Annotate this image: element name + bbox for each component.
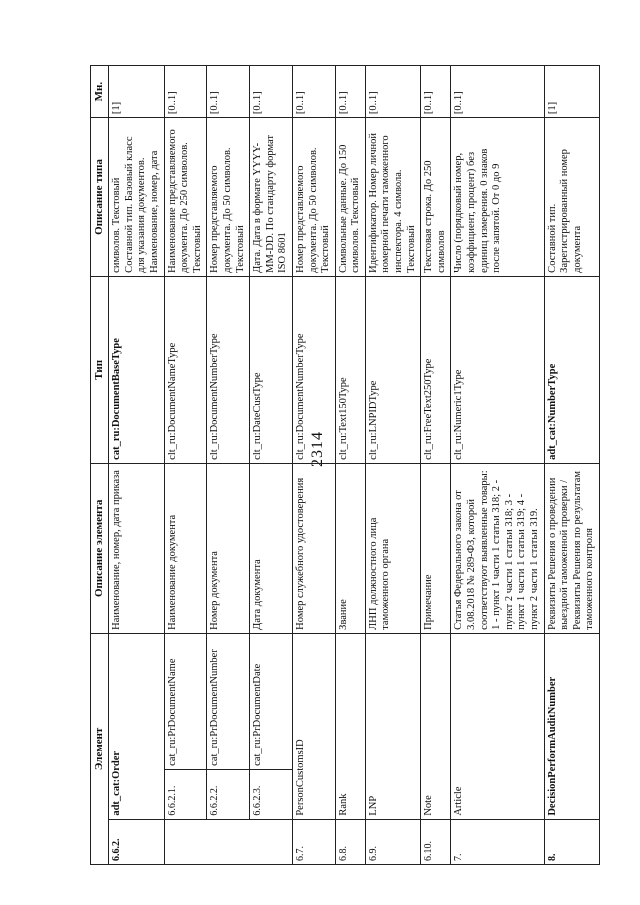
document-table — [90, 65, 600, 865]
element-name: Article — [451, 633, 544, 819]
element-name: DecisionPerformAuditNumber — [544, 633, 599, 819]
row-subnumber: 6.6.2.3. — [250, 769, 293, 819]
table-header-row — [91, 66, 109, 865]
element-desc: Дата документа — [250, 463, 293, 633]
table-row — [365, 66, 420, 865]
document-table-container — [90, 65, 596, 865]
element-type: clt_ru:DocumentNameType — [164, 276, 207, 463]
multiplicity: [0..1] — [207, 66, 250, 118]
row-number: 6.10. — [421, 819, 451, 864]
multiplicity: [0..1] — [335, 66, 365, 118]
element-desc: Реквизиты Решения о проведении выездной таможенной проверки / Реквизиты Решения по результатам таможенного контроля — [544, 463, 599, 633]
row-number: 7. — [451, 819, 544, 864]
page-number: 2314 — [309, 431, 326, 467]
type-desc: Наименование представляемого документа. До 250 символов. Текстовый — [164, 118, 207, 277]
table-row — [451, 66, 544, 865]
indent-cell — [164, 819, 207, 864]
header-type: Тип — [91, 276, 109, 463]
multiplicity: [0..1] — [292, 66, 335, 118]
element-name: adt_cat:Order — [109, 633, 164, 819]
row-number: 6.9. — [365, 819, 420, 864]
element-name: Note — [421, 633, 451, 819]
element-desc: Звание — [335, 463, 365, 633]
element-name: PersonCustomsID — [292, 633, 335, 819]
element-type: clt_ru:Numeric1Type — [451, 276, 544, 463]
header-mult: Мн. — [91, 66, 109, 118]
element-desc: Примечание — [421, 463, 451, 633]
row-subnumber: 6.6.2.1. — [164, 769, 207, 819]
table-row — [207, 66, 250, 865]
header-type-desc: Описание типа — [91, 118, 109, 277]
element-type: clt_ru:DocumentNumberType — [292, 276, 335, 463]
row-number: 8. — [544, 819, 599, 864]
element-type: clt_ru:LNPIDType — [365, 276, 420, 463]
element-type: clt_ru:FreeText250Type — [421, 276, 451, 463]
type-desc: Символьные данные. До 150 символов. Текстовый — [335, 118, 365, 277]
type-desc: Число (порядковый номер, коэффициент, процент) без единиц измерения. 0 знаков после запятой. От 0 до 9 — [451, 118, 544, 277]
table-row — [335, 66, 365, 865]
element-name: cat_ru:PrDocumentName — [164, 633, 207, 769]
element-desc: ЛНП должностного лица таможенного органа — [365, 463, 420, 633]
multiplicity: [1] — [109, 66, 164, 118]
type-desc: Составной тип. Зарегистрированный номер документа — [544, 118, 599, 277]
multiplicity: [0..1] — [365, 66, 420, 118]
row-number: 6.6.2. — [109, 819, 164, 864]
type-desc: Дата. Дата в формате YYYY-MM-DD. По стандарту формат ISO 8601 — [250, 118, 293, 277]
element-name: Rank — [335, 633, 365, 819]
header-element-desc: Описание элемента — [91, 463, 109, 633]
indent-cell — [250, 819, 293, 864]
table-row — [421, 66, 451, 865]
element-name: LNP — [365, 633, 420, 819]
element-name: cat_ru:PrDocumentNumber — [207, 633, 250, 769]
table-row — [250, 66, 293, 865]
row-number: 6.7. — [292, 819, 335, 864]
row-number: 6.8. — [335, 819, 365, 864]
multiplicity: [1] — [544, 66, 599, 118]
element-type: adt_cat:NumberType — [544, 276, 599, 463]
table-row — [544, 66, 599, 865]
header-element: Элемент — [91, 633, 109, 864]
type-desc: Номер представляемого документа. До 50 символов. Текстовый — [207, 118, 250, 277]
element-type: clt_ru:DateCustType — [250, 276, 293, 463]
element-desc: Наименование, номер, дата приказа — [109, 463, 164, 633]
type-desc: символов. Текстовый Составной тип. Базовый класс для указания документов. Наименование, номер, дата — [109, 118, 164, 277]
multiplicity: [0..1] — [451, 66, 544, 118]
table-row — [109, 66, 164, 865]
multiplicity: [0..1] — [421, 66, 451, 118]
element-desc: Номер документа — [207, 463, 250, 633]
element-desc: Статья Федерального закона от 3.08.2018 № 289-ФЗ, которой соответствуют выявленные товары: 1 - пункт 1 части 1 статьи 318; 2 - пункт 2 части 1 статьи 318; 3 - пункт 1 части 1 статьи 319; 4 - пункт 2 части 1 статьи 319. — [451, 463, 544, 633]
table-row — [164, 66, 207, 865]
type-desc: Текстовая строка. До 250 символов — [421, 118, 451, 277]
type-desc: Идентификатор. Номер личной номерной печати таможенного инспектора. 4 символа. Текстовый — [365, 118, 420, 277]
element-type: cat_ru:DocumentBaseType — [109, 276, 164, 463]
multiplicity: [0..1] — [164, 66, 207, 118]
indent-cell — [207, 819, 250, 864]
multiplicity: [0..1] — [250, 66, 293, 118]
table-row — [292, 66, 335, 865]
row-subnumber: 6.6.2.2. — [207, 769, 250, 819]
element-name: cat_ru:PrDocumentDate — [250, 633, 293, 769]
element-type: clt_ru:Text150Type — [335, 276, 365, 463]
element-desc: Номер служебного удостоверения — [292, 463, 335, 633]
element-type: clt_ru:DocumentNumberType — [207, 276, 250, 463]
type-desc: Номер представляемого документа. До 50 символов. Текстовый — [292, 118, 335, 277]
element-desc: Наименование документа — [164, 463, 207, 633]
